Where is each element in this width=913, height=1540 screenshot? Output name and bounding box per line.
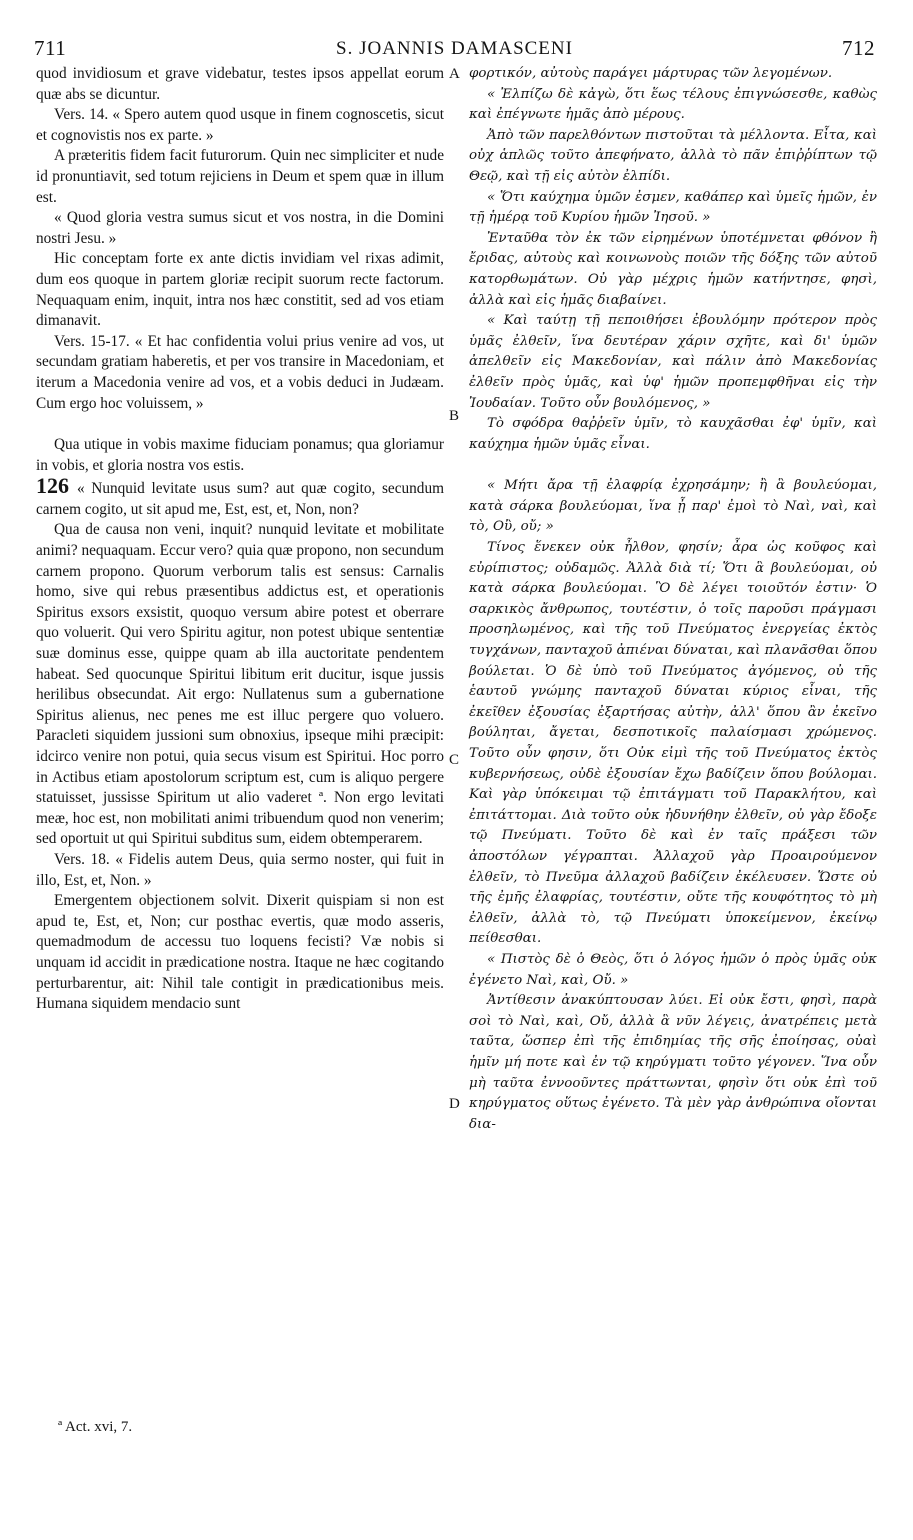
margin-letter-b: B [449, 408, 460, 424]
latin-paragraph: « Quod gloria vestra sumus sicut et vos nostra, in die Domini nostri Jesu. » [36, 209, 444, 247]
latin-paragraph-text: « Nunquid levitate usus sum? aut quæ cogito, secundum carnem cogito, ut sit apud me, Est, est, et, Non, non? [36, 480, 444, 518]
footnote: ª Act. xvi, 7. [58, 1419, 133, 1435]
greek-paragraph: « Ὅτι καύχημα ὑμῶν ἐσμεν, καθάπερ καὶ ὑμεῖς ἡμῶν, ἐν τῇ ἡμέρᾳ τοῦ Κυρίου ἡμῶν Ἰησοῦ. » [469, 189, 877, 226]
right-page-number: 712 [842, 36, 875, 60]
latin-paragraph: Qua utique in vobis maxime fiduciam ponamus; qua gloriamur in vobis, et gloria nostra vos estis. [36, 436, 444, 474]
greek-paragraph: Τίνος ἕνεκεν οὐκ ἦλθον, φησίν; ἆρα ὡς κοῦφος καὶ εὐρίπιστος; οὐδαμῶς. Ἀλλὰ διὰ τί; Ὅτι ἃ βουλεύομαι, οὐ κατὰ σάρκα βουλεύομαι. Ὃ δὲ λέγει τοιοῦτόν ἐστιν· Ὁ σαρκικὸς ἄνθρωπος, τουτέστιν, ὁ τοῖς παροῦσι πράγμασι προσηλωμένος, καὶ τῆς τοῦ Πνεύματος ἐνεργείας ἐκτὸς τυγχάνων, πανταχοῦ ἀπιέναι δύναται, καὶ πλανᾶσθαι ὅπου βούλεται. Ὁ δὲ ὑπὸ τοῦ Πνεύματος ἀγόμενος, οὐ τῆς ἑαυτοῦ γνώμης πανταχοῦ δύναται κύριος εἶναι, τῆς ἐκεῖθεν ἐξουσίας ἐξαρτήσας αὐτὴν, ἀλλ' ὅπου ἂν ἐκεῖνο βούληται, ἄγεται, δεσποτικοῖς παλαίσμασι χρώμενος. Τοῦτο οὖν φησιν, ὅτι Οὐκ εἰμὶ τῆς τοῦ Πνεύματος ἐκτὸς κυβερνήσεως, οὐδὲ ἐξουσίαν ἔχω βαδίζειν ὅπου βούλομαι. Καὶ γὰρ ὑπόκειμαι τῷ ἐπιτάγματι τοῦ Παρακλήτου, καὶ ἐπιτάττομαι. Διὰ τοῦτο οὐκ ἠδυνήθην ἐλθεῖν, οὐ γὰρ ἔδοξε τῷ Πνεύματι. Τοῦτο δὲ καὶ ἐν ταῖς πράξεσι τῶν ἀποστόλων γέγραπται. Ἀλλαχοῦ γὰρ Προαιρούμενον ἐλθεῖν, τὸ Πνεῦμα ἀλλαχοῦ βαδίζειν ἐκέλευσεν. Ὥστε οὐ τῆς ἐμῆς ἐλαφρίας, τουτέστιν, οὔτε τῆς κουφότητος τὸ μὴ ἐλθεῖν, ἀλλὰ τὸ, τῷ Πνεύματι ὑποκείμενον, ἐκείνῳ πείθεσθαι. [469, 540, 877, 947]
latin-paragraph: quod invidiosum et grave videbatur, testes ipsos appellat eorum quæ abs se dicuntur. [36, 65, 444, 103]
greek-paragraph: Τὸ σφόδρα θαῤῥεῖν ὑμῖν, τὸ καυχᾶσθαι ἐφ' ὑμῖν, καὶ καύχημα ἡμῶν ὑμᾶς εἶναι. [469, 416, 877, 452]
left-page-number: 711 [34, 36, 67, 60]
latin-paragraph: Emergentem objectionem solvit. Dixerit quispiam si non est apud te, Est, et, Non; cur posthac evertis, quæ modo asseris, quemadmodum de accessu tuo loquens fecisti? Væ nobis si unquam id accidit in prædicatione nostra. Itaque ne hæc cogitando perturbarentur, ait: Nihil tale contigit in prædicationibus meis. Humana siquidem mendacio sunt [36, 892, 444, 1013]
greek-paragraph: « Μήτι ἄρα τῇ ἐλαφρίᾳ ἐχρησάμην; ἢ ἃ βουλεύομαι, κατὰ σάρκα βουλεύομαι, ἵνα ᾖ παρ' ἐμοὶ τὸ Ναὶ, ναὶ, καὶ τὸ, Οὒ, οὔ; » [469, 478, 877, 535]
latin-paragraph: Hic conceptam forte ex ante dictis invidiam vel rixas adimit, dum eos quoque in partem gloriæ recipit suorum recte factorum. Nequaquam enim, inquit, intra nos hæc constitit, sed ad vos etiam dimanavit. [36, 250, 444, 330]
greek-paragraph: φορτικόν, αὐτοὺς παράγει μάρτυρας τῶν λεγομένων. [469, 66, 833, 81]
greek-paragraph: Ἀντίθεσιν ἀνακύπτουσαν λύει. Εἰ οὐκ ἔστι, φησὶ, παρὰ σοὶ τὸ Ναὶ, καὶ, Οὔ, ἀλλὰ ἃ νῦν λέγεις, ἀνατρέπεις μετὰ ταῦτα, ὥσπερ ἐπὶ τῆς ἐπιδημίας τῆς σῆς ἐποίησας, οὐαὶ ἡμῖν μή ποτε καὶ ἐν τῷ κηρύγματι τοῦτο γέγονεν. Ἵνα οὖν μὴ ταῦτα ἐννοοῦντες πράττωνται, φησὶν ὅτι οὐκ ἐπὶ τοῦ κηρύγματος οὕτως ἐγένετο. Τὰ μὲν γὰρ ἀνθρώπινα οἴονται δια- [469, 993, 877, 1132]
margin-letter-d: D [449, 1096, 460, 1112]
greek-column [469, 64, 877, 1135]
margin-letter-a: A [449, 66, 460, 82]
page-header [34, 36, 875, 62]
column-number: 126 [36, 473, 69, 499]
greek-paragraph: « Ἐλπίζω δὲ κἀγὼ, ὅτι ἕως τέλους ἐπιγνώσεσθε, καθὼς καὶ ἐπέγνωτε ἡμᾶς ἀπὸ μέρους. [469, 86, 877, 123]
latin-paragraph: A præteritis fidem facit futurorum. Quin nec simpliciter et nude id pronuntiavit, sed totum rejiciens in Deum et spem quæ in illum est. [36, 147, 444, 206]
latin-column [36, 64, 444, 1015]
greek-paragraph: Ἀπὸ τῶν παρελθόντων πιστοῦται τὰ μέλλοντα. Εἶτα, καὶ οὐχ ἁπλῶς τοῦτο ἀπεφήνατο, ἀλλὰ τὸ πᾶν ἐπιῤῥίπτων τῷ Θεῷ, καὶ τῇ εἰς αὐτὸν ἐλπίδι. [469, 127, 877, 184]
latin-paragraph: Qua de causa non veni, inquit? nunquid levitate et mobilitate animi? nequaquam. Eccur vero? quia quæ propono, non secundum carnem propono. Quorum verborum talis est sensus: Carnalis homo, sive qui rebus præsentibus addictus est, et operationis Spiritus exsors exsistit, quoquo versum abire potest et oberrare quo voluerit. Qui vero Spiritu agitur, non potest ubique sententiæ suæ dominus esse, quippe quam ab illa auctoritate pendentem habeat. Sed quocunque Spiritui libitum erit ducitur, isque jussis herilibus obsecundat. Ait ergo: Nullatenus sum a gubernatione Spiritus alienus, nec penes me est illuc pergere quo voluero. Paracleti siquidem jussioni sum obnoxius, ipseque mihi præcipit: idcirco venire non potui, quia secus visum est Spiritui. Hoc porro in Actibus etiam apostolorum scriptum est, cum is aliquo pergere statuisset, jussisse Spiritum ut alio vaderet ª. Non ergo levitati meæ, hoc est, non mobilitati animi tribuendum quod non venerim; sed oportuit ut qui Spiritui subditus sum, eidem obtemperarem. [36, 521, 444, 848]
latin-paragraph: Vers. 14. « Spero autem quod usque in finem cognoscetis, sicut et cognovistis nos ex parte. » [36, 106, 444, 144]
running-title: S. JOANNIS DAMASCENI [336, 38, 573, 59]
greek-paragraph: « Πιστὸς δὲ ὁ Θεὸς, ὅτι ὁ λόγος ἡμῶν ὁ πρὸς ὑμᾶς οὐκ ἐγένετο Ναὶ, καὶ, Οὔ. » [469, 951, 877, 988]
greek-paragraph: Ἐνταῦθα τὸν ἐκ τῶν εἰρημένων ὑποτέμνεται φθόνον ἢ ἔριδας, αὐτοὺς καὶ κοινωνοὺς ποιῶν τῆς δόξης τῶν αὐτοῦ κατορθωμάτων. Οὐ γὰρ μέχρις ἡμῶν κατήντησε, φησὶ, ἀλλὰ καὶ εἰς ἡμᾶς διαβαίνει. [469, 230, 877, 308]
greek-paragraph: « Καὶ ταύτῃ τῇ πεποιθήσει ἐβουλόμην πρότερον πρὸς ὑμᾶς ἐλθεῖν, ἵνα δευτέραν χάριν σχῆτε, καὶ δι' ὑμῶν ἀπελθεῖν εἰς Μακεδονίαν, καὶ πάλιν ἀπὸ Μακεδονίας ἐλθεῖν πρὸς ὑμᾶς, καὶ ὑφ' ἡμῶν προπεμφθῆναι εἰς τὴν Ἰουδαίαν. Τοῦτο οὖν βουλόμενος, » [469, 313, 877, 411]
latin-paragraph-with-column-number [36, 473, 444, 520]
latin-paragraph: Vers. 15-17. « Et hac confidentia volui prius venire ad vos, ut secundam gratiam haberetis, et per vos transire in Macedoniam, et iterum a Macedonia venire ad vos, et a vobis deduci in Judæam. Cum ergo hoc voluissem, » [36, 332, 444, 412]
margin-letter-c: C [449, 752, 460, 768]
latin-paragraph: Vers. 18. « Fidelis autem Deus, quia sermo noster, qui fuit in illo, Est, et, Non. » [36, 850, 444, 889]
